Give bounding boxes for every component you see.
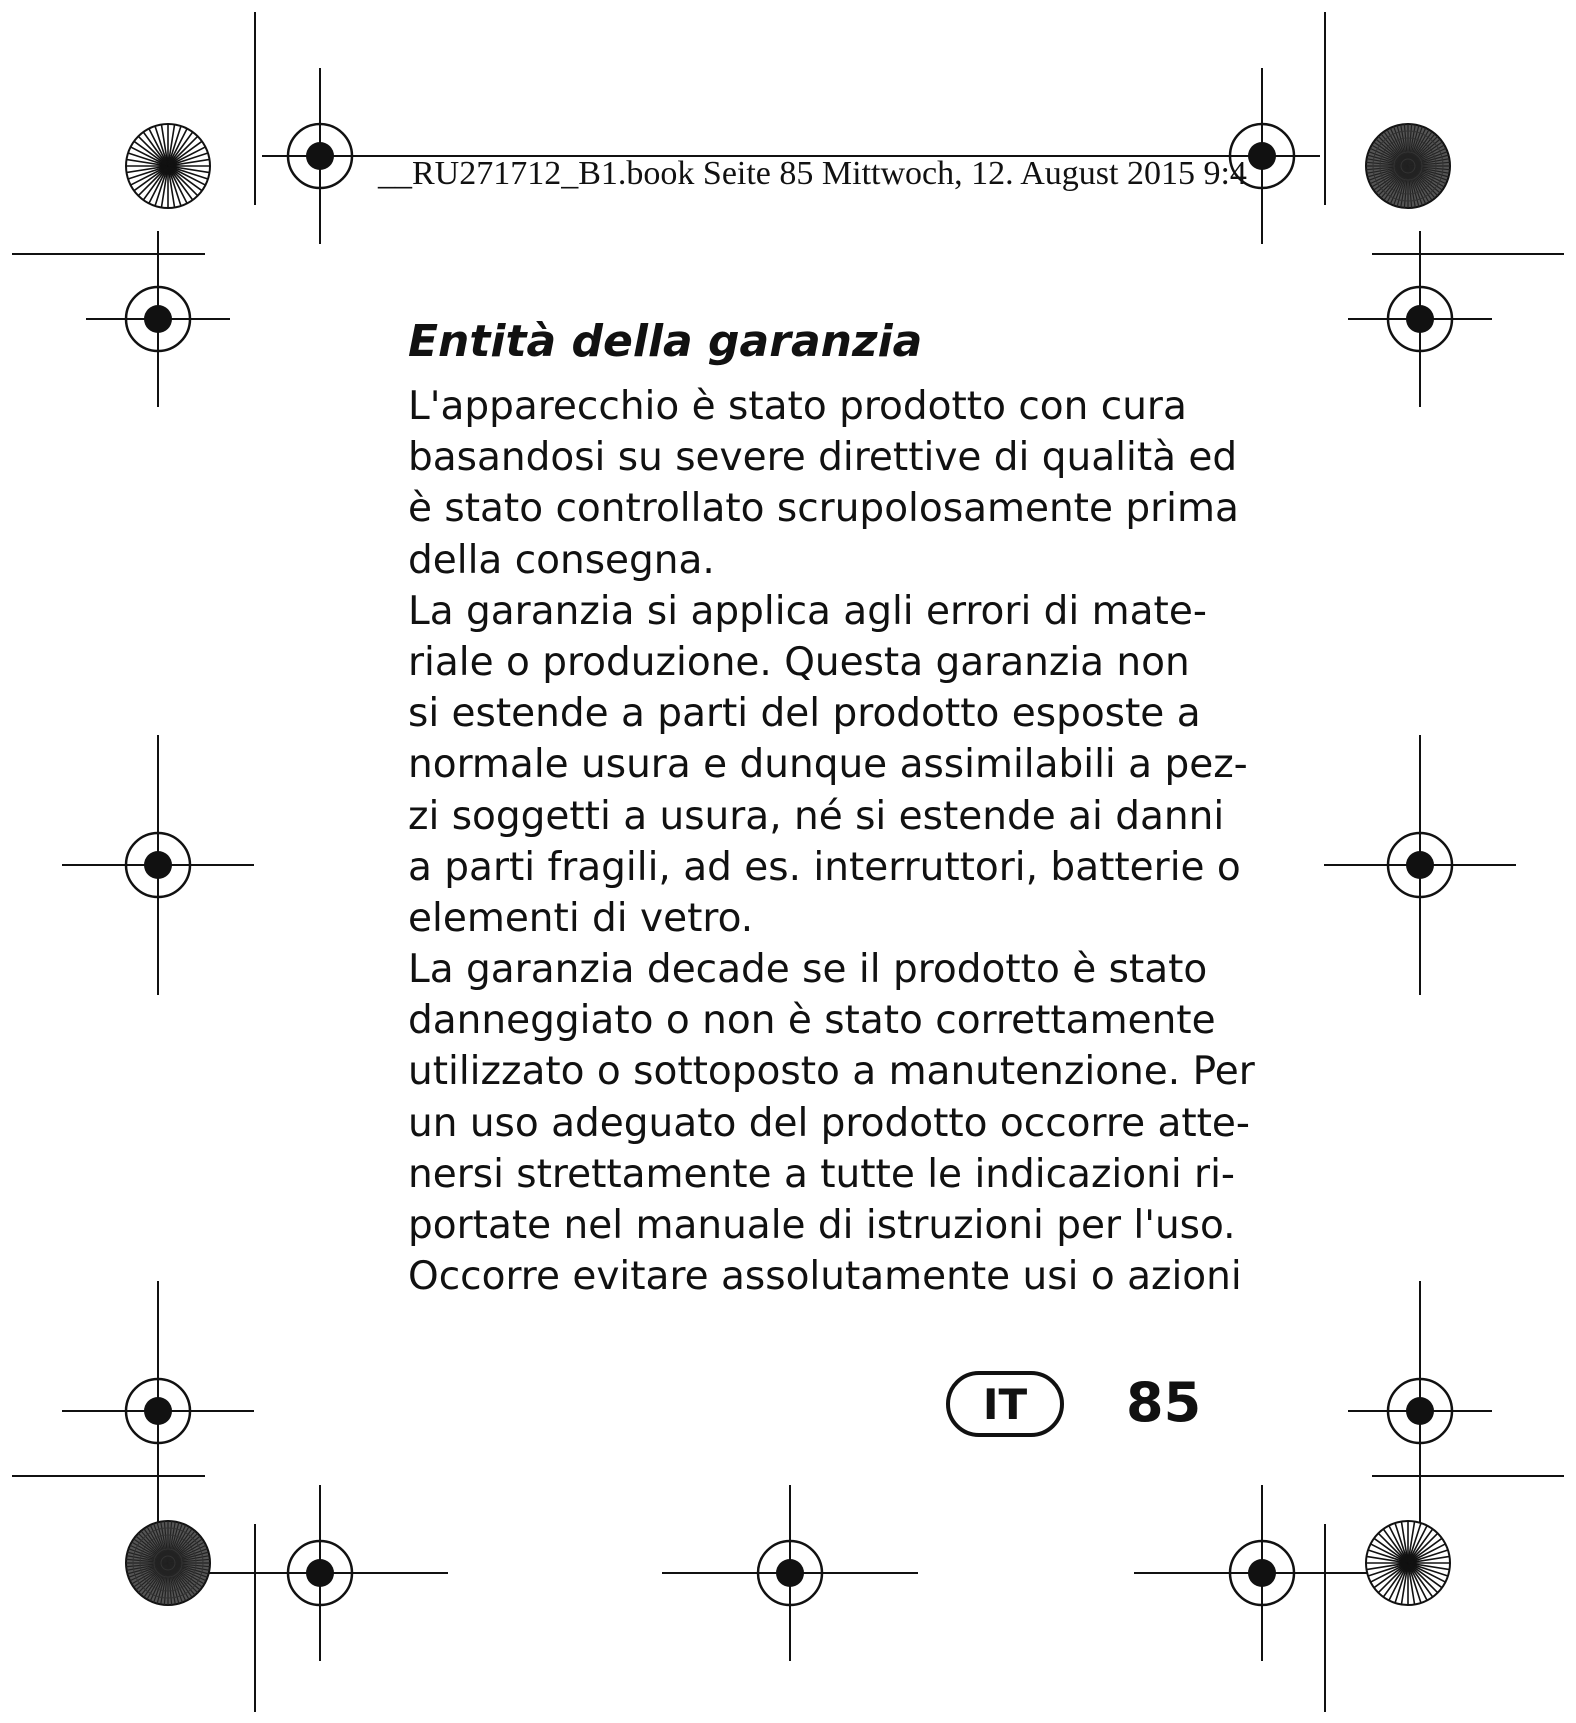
body-line: basandosi su severe direttive di qualità ed [408, 435, 1238, 481]
body-line: nersi strettamente a tutte le indicazioni ri- [408, 1151, 1235, 1197]
section-title: Entità della garanzia [408, 316, 923, 367]
body-line: La garanzia decade se il prodotto è stato [408, 947, 1208, 993]
body-line: un uso adeguato del prodotto occorre atte- [408, 1100, 1251, 1146]
page-number: 85 [1126, 1371, 1202, 1434]
body-line: Occorre evitare assolutamente usi o azioni [408, 1254, 1242, 1300]
registration-mark-icon [86, 231, 230, 407]
body-line: danneggiato o non è stato correttamente [408, 998, 1216, 1044]
registration-mark-icon [262, 68, 378, 244]
registration-mark-icon [1348, 1281, 1492, 1541]
body-text [408, 381, 1255, 1302]
body-line: elementi di vetro. [408, 895, 754, 941]
print-slug-header: __RU271712_B1.book Seite 85 Mittwoch, 12. August 2015 9:4 [378, 155, 1247, 192]
body-line: portate nel manuale di istruzioni per l'uso. [408, 1203, 1236, 1248]
body-line: si estende a parti del prodotto esposte a [408, 691, 1201, 737]
registration-mark-icon [62, 1281, 254, 1541]
registration-mark-icon [62, 735, 254, 995]
registration-mark-icon [192, 1485, 448, 1661]
registration-mark-icon [1324, 735, 1516, 995]
registration-mark-icon [662, 1485, 918, 1661]
body-line: L'apparecchio è stato prodotto con cura [408, 384, 1187, 429]
language-badge: IT [946, 1371, 1064, 1437]
star-target-icon [126, 1521, 210, 1605]
registration-mark-icon [1348, 231, 1492, 407]
body-line: a parti fragili, ad es. interruttori, batterie o [408, 844, 1241, 890]
body-line: normale usura e dunque assimilabili a pez- [408, 742, 1248, 788]
star-target-icon [1366, 1521, 1450, 1605]
body-line: della consegna. [408, 537, 715, 583]
star-target-icon [1366, 124, 1450, 208]
body-line: zi soggetti a usura, né si estende ai danni [408, 793, 1225, 839]
body-line: La garanzia si applica agli errori di mate- [408, 588, 1207, 634]
body-line: riale o produzione. Questa garanzia non [408, 639, 1190, 685]
star-target-icon [126, 124, 210, 208]
registration-mark-icon [1134, 1485, 1390, 1661]
body-line: utilizzato o sottoposto a manutenzione. Per [408, 1049, 1255, 1095]
body-line: è stato controllato scrupolosamente prima [408, 486, 1239, 532]
